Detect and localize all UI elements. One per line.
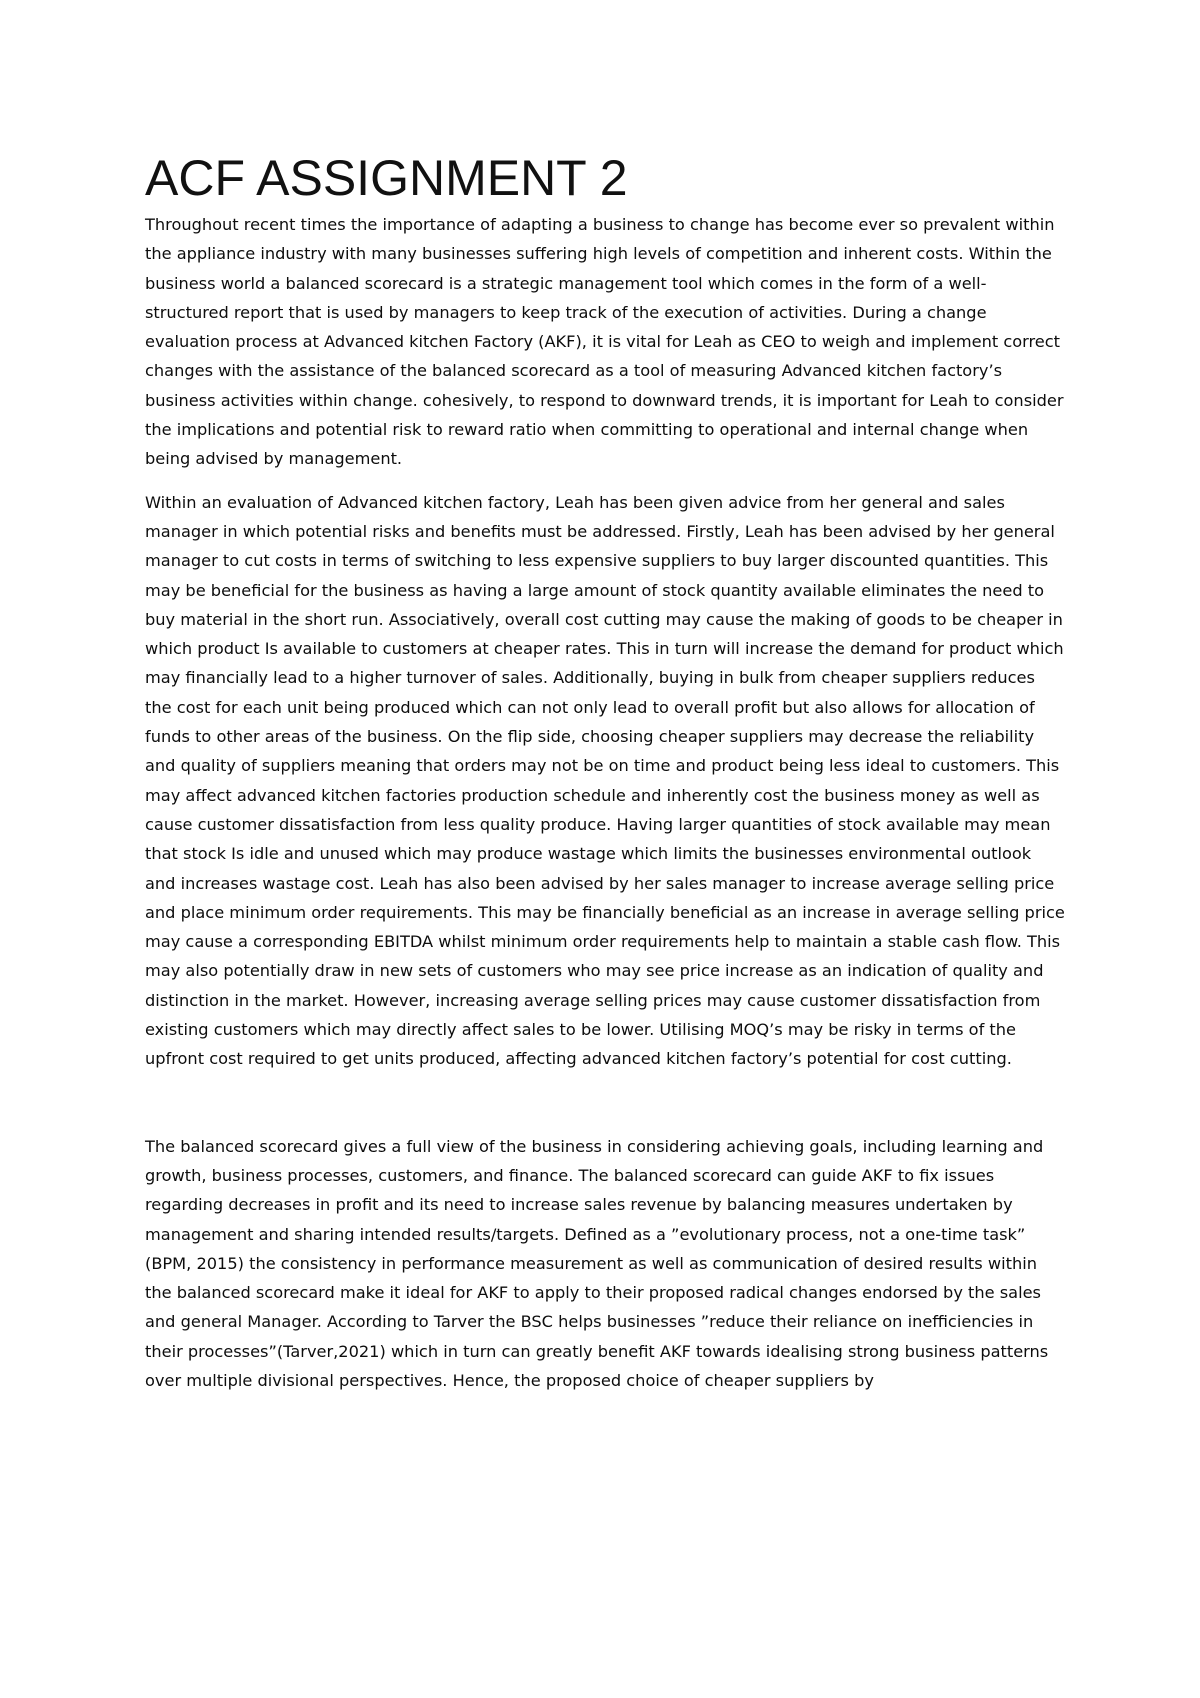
paragraph-balanced-scorecard: The balanced scorecard gives a full view of the business in considering achieving goals, including learning and growth, business processes, customers, and finance. The balanced scorecard can guide AKF to fix issues regarding decreases in profit and its need to increase sales revenue by balancing measures undertaken by management and sharing intended results/targets. Defined as a ”evolutionary process, not a one-time task” (BPM, 2015) the consistency in performance measurement as well as communication of desired results within the balanced scorecard make it ideal for AKF to apply to their proposed radical changes endorsed by the sales and general Manager. According to Tarver the BSC helps businesses ”reduce their reliance on inefficiencies in their processes”(Tarver,2021) which in turn can greatly benefit AKF towards idealising strong business patterns over multiple divisional perspectives. Hence, the proposed choice of cheaper suppliers by (145, 1136, 1049, 1390)
paragraph-introduction: Throughout recent times the importance of adapting a business to change has become ever so prevalent within the appliance industry with many businesses suffering high levels of competition and inherent costs. Within the business world a balanced scorecard is a strategic management tool which comes in the form of a well-structured report that is used by managers to keep track of the execution of activities. During a change evaluation process at Advanced kitchen Factory (AKF), it is vital for Leah as CEO to weigh and implement correct changes with the assistance of the balanced scorecard as a tool of measuring Advanced kitchen factory’s business activities within change. cohesively, to respond to downward trends, it is important for Leah to consider the implications and potential risk to reward ratio when committing to operational and internal change when being advised by management. (145, 215, 1064, 469)
document-title: ACF ASSIGNMENT 2 (145, 150, 628, 206)
paragraph-evaluation: Within an evaluation of Advanced kitchen factory, Leah has been given advice from her general and sales manager in which potential risks and benefits must be addressed. Firstly, Leah has been advised by her general manager to cut costs in terms of switching to less expensive suppliers to buy larger discounted quantities. This may be beneficial for the business as having a large amount of stock quantity available eliminates the need to buy material in the short run. Associatively, overall cost cutting may cause the making of goods to be cheaper in which product Is available to customers at cheaper rates. This in turn will increase the demand for product which may financially lead to a higher turnover of sales. Additionally, buying in bulk from cheaper suppliers reduces the cost for each unit being produced which can not only lead to overall profit but also allows for allocation of funds to other areas of the business. On the flip side, choosing cheaper suppliers may decrease the reliability and quality of suppliers meaning that orders may not be on time and product being less ideal to customers. This may affect advanced kitchen factories production schedule and inherently cost the business money as well as cause customer dissatisfaction from less quality produce. Having larger quantities of stock available may mean that stock Is idle and unused which may produce wastage which limits the businesses environmental outlook and increases wastage cost. Leah has also been advised by her sales manager to increase average selling price and place minimum order requirements. This may be financially beneficial as an increase in average selling price may cause a corresponding EBITDA whilst minimum order requirements help to maintain a stable cash flow. This may also potentially draw in new sets of customers who may see price increase as an indication of quality and distinction in the market. However, increasing average selling prices may cause customer dissatisfaction from existing customers which may directly affect sales to be lower. Utilising MOQ’s may be risky in terms of the upfront cost required to get units produced, affecting advanced kitchen factory’s potential for cost cutting. (145, 492, 1065, 1069)
document-body (145, 148, 1065, 1409)
